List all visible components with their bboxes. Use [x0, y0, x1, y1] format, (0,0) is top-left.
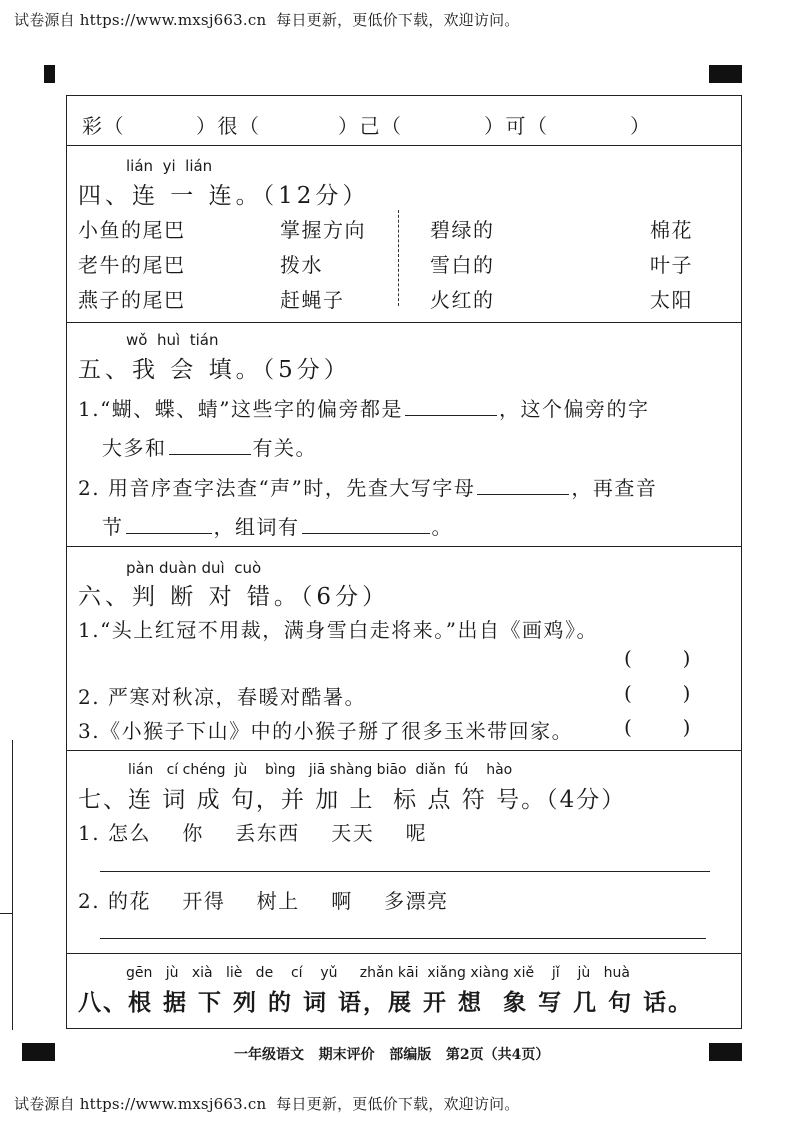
section-title: 四、连 一 连。（12分） — [78, 183, 370, 209]
question-text: 大多和 — [102, 436, 167, 460]
question-text: ，组词有 — [213, 515, 300, 539]
answer-blank[interactable] — [405, 414, 497, 416]
section-pinyin: pàn duàn duì cuò — [126, 559, 262, 577]
section-title: 六、判 断 对 错。（6分） — [78, 584, 390, 610]
question-text: 1.“蝴、蝶、蜻”这些字的偏旁都是 — [78, 397, 404, 421]
answer-line[interactable] — [100, 938, 706, 939]
page-footer: 一年级语文 期末评价 部编版 第2页（共4页） — [234, 1047, 550, 1063]
section-divider — [66, 322, 742, 323]
question-text: 3.《小猴子下山》中的小猴子掰了很多玉米带回家。 — [78, 719, 574, 743]
match-item: 拨水 — [280, 253, 323, 277]
match-item: 碧绿的 — [430, 218, 495, 242]
question-text: 1.“头上红冠不用裁，满身雪白走将来。”出自《画鸡》。 — [78, 618, 599, 642]
section-divider — [66, 953, 742, 954]
question-text: 。 — [431, 515, 453, 539]
column-separator — [398, 210, 399, 306]
question-line — [78, 472, 657, 501]
match-item: 太阳 — [650, 288, 693, 312]
match-item: 掌握方向 — [280, 218, 366, 242]
match-item: 小鱼的尾巴 — [78, 218, 186, 242]
source-banner: 试卷源自 https://www.mxsj663.cn 每日更新，更低价下载，欢迎访问。 — [14, 1095, 520, 1113]
answer-paren[interactable]: ( ) — [624, 681, 691, 705]
answer-paren[interactable]: ( ) — [624, 646, 691, 670]
source-banner: 试卷源自 https://www.mxsj663.cn 每日更新，更低价下载，欢迎访问。 — [14, 11, 520, 29]
match-item: 老牛的尾巴 — [78, 253, 186, 277]
corner-mark — [44, 65, 55, 83]
section-title: 七、连 词 成 句，并 加 上 标 点 符 号。（4分） — [78, 787, 627, 813]
section-pinyin: lián cí chéng jù bìng jiā shàng biāo diǎn fú hào — [128, 762, 513, 778]
corner-mark — [22, 1043, 55, 1061]
answer-blank[interactable] — [477, 493, 569, 495]
question-text: 1. 怎么 你 丢东西 天天 呢 — [78, 821, 428, 845]
match-item: 雪白的 — [430, 253, 495, 277]
top-cell: ）己（ — [338, 114, 403, 138]
question-text: 2. 用音序查字法查“声”时，先查大写字母 — [78, 476, 476, 500]
match-item: 火红的 — [430, 288, 495, 312]
question-text: 节 — [102, 515, 124, 539]
section-pinyin: wǒ huì tián — [126, 331, 219, 349]
section-divider — [66, 546, 742, 547]
section-title: 八、根 据 下 列 的 词 语，展 开 想 象 写 几 句 话。 — [78, 989, 694, 1016]
section-divider — [66, 750, 742, 751]
question-text: ，这个偏旁的字 — [499, 397, 650, 421]
top-cell: 彩（ — [82, 114, 125, 138]
answer-blank[interactable] — [169, 453, 251, 455]
question-text: 有关。 — [252, 436, 317, 460]
corner-mark — [709, 65, 742, 83]
section-divider — [66, 145, 742, 146]
answer-paren[interactable]: ( ) — [624, 715, 691, 739]
question-line — [78, 393, 650, 422]
match-item: 棉花 — [650, 218, 693, 242]
match-item: 燕子的尾巴 — [78, 288, 186, 312]
question-text: 2. 的花 开得 树上 啊 多漂亮 — [78, 889, 449, 913]
question-text: 2. 严寒对秋凉，春暖对酷暑。 — [78, 685, 366, 709]
section-pinyin: gēn jù xià liè de cí yǔ zhǎn kāi xiǎng xiàng xiě jǐ jù huà — [126, 965, 630, 981]
section-pinyin: lián yi lián — [126, 157, 213, 175]
answer-blank[interactable] — [126, 532, 212, 534]
question-line — [102, 432, 317, 461]
corner-mark — [709, 1043, 742, 1061]
match-item: 赶蝇子 — [280, 288, 345, 312]
margin-line — [12, 740, 13, 1030]
top-cell: ） — [630, 114, 652, 138]
answer-blank[interactable] — [302, 532, 430, 534]
top-cell: ）可（ — [484, 114, 549, 138]
question-text: ，再查音 — [571, 476, 658, 500]
question-line — [102, 511, 453, 540]
section-title: 五、我 会 填。（5分） — [78, 357, 351, 383]
answer-line[interactable] — [100, 871, 710, 872]
match-item: 叶子 — [650, 253, 693, 277]
margin-tick — [0, 913, 13, 914]
top-cell: ）很（ — [196, 114, 261, 138]
